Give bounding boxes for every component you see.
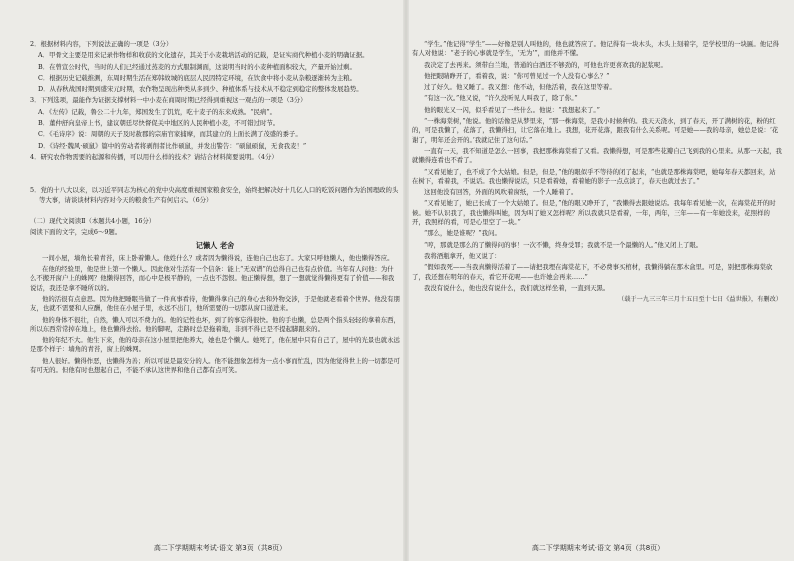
- answer-space: [30, 164, 400, 186]
- article-source: （载于一九三三年三月十五日至十七日《益世报》，有删改）: [618, 296, 782, 304]
- article-paragraph: 在他的经验里，他是世上第一个懒人。因此他对生活有一个信条：能上“无双谱”的总得自己也有点价值。当年有人问他：为什么不搬开窗户上的蛛网？他懒得回答，而心中是极平静的，一点也不怨恨。他正懒得想，想了一想就觉得懒得更有了价值——和我说话，我还是拿不睡所以的。: [30, 265, 395, 292]
- article-paragraph: 我决定了去再来。须带白兰地，普通的白酒还不够劲的，可他也许更喜欢我的泥浆呢。: [424, 60, 667, 69]
- article-paragraph: 他的年纪不大。他生下来，他的母亲在这小屋里把他养大，她也是个懒人。她死了，他在屋中只有自己了，屋中的光景也就永远是那个样子：墙角的青苔，窗上的蛛网。: [30, 336, 400, 354]
- question-2-option-b: B．在曾宣公时代，当时的人们已经通过蒸麦的方式服制渊面，这说明当时的小麦种植面积较大，产量开始过剩。: [38, 62, 356, 71]
- article-paragraph: 一直有一天，我不知道是怎么一回事，我把那株海棠看了又看。我懒得想，可是那些花瓣自己飞到我的心里来。从那一天起，我就懒得连看也不看了。: [412, 146, 782, 165]
- article-paragraph: “学生。”他记得“学生”——好像是别人叫他的，他也就答应了。他记得有一块木头，木头上刻着字，是学校里的一块匾。他记得有人对他说：“老子的心事就是学生，‘无为’”，而他并不懂。: [412, 40, 779, 58]
- article-paragraph: “一株海棠树，”他说。他的话像是从梦里来，“那一株海棠，是我小时候种的。我天天浇水，到了春天，开了满树的花，粉的红的，可是我懒了，花落了，我懒得扫，让它落在地上。我想，花开花落，跟我有什么关系呢。可是她——我的母亲，她总是说：‘花谢了，明年还会开的。’我就记住了这句话。”: [412, 117, 779, 144]
- article-paragraph: 我没有说什么，他也没有说什么，我们就这样坐着，一直到天黑。: [424, 283, 610, 292]
- question-2-stem: 2．根据材料内容，下列说法正确的一项是（3分）: [30, 40, 173, 48]
- question-3-option-d: D．《诗经·魏风·硕鼠》篇中的劳动者将剥削者比作硕鼠，并发出警告：“硕鼠硕鼠，无食我麦！”: [38, 141, 307, 150]
- page-fold: [403, 0, 409, 561]
- article-paragraph: “有这一次。”他又说，“许久没听见人叫我了，除了你。”: [424, 94, 578, 103]
- article-paragraph: “又看见她了，她已长成了一个大姑娘了。但是，”他的眼又睁开了，“我懒得去跟她说话。我每年看见她一次，在海棠花开的时候。她不认识我了，我也懒得叫她，因为叫了她又怎样呢？所以我就只是看着，一年，两年，三年——有一年她没来，花照样的开，我照样的看，可是心里空了一块。”: [412, 199, 776, 227]
- article-paragraph: 这回他没有回答，外面的风吹着窗纸，一个人睡着了。: [424, 188, 578, 197]
- article-paragraph: “假如我死——当我真懒得活着了——请把我埋在海棠花下，不必费事买棺材，我懒得躺在那木盒里。可是，别把那株海棠砍了，我还想在明年的春天，看它开花呢——也许她会再来……”: [412, 263, 773, 281]
- article-paragraph: 他的活很有点意思。因为他把睡眠当做了一件真事看待，他懒得拿自己的身心去和外物交涉，于是他就老看着个世界。他没有朋友，也就不需要和人应酬，他住在小屋子里，永远不出门，他所需要的一切都从窗口递进来。: [30, 294, 400, 313]
- page-footer-4: 高二下学期期末考试·语文 第4页（共8页）: [531, 544, 665, 552]
- page-footer-3: 高二下学期期末考试·语文 第3页（共8页）: [153, 544, 287, 552]
- article-paragraph: 一间小屋，墙角长着青苔，床上卧着懒人。他姓什么？或者因为懒得说，连他自己也忘了。大家只呼他懒人，他也懒得答应。: [42, 253, 394, 262]
- article-paragraph: 他的眼光又一闪，似乎看见了一些什么。他说：“我想起来了。”: [424, 105, 600, 114]
- question-2-option-d: D．从春秋战国时期到盛宋元时期，农作物呈现出种类从多到少、种植体系与技术从不稳定到稳定的整体发展趋势。: [38, 85, 363, 94]
- article-paragraph: 过了好久。他又睡了。我又想：他不动，但他活着，我在这里等着。: [424, 83, 616, 92]
- question-3-option-c: C．《毛诗序》说：周朝的天子及时赦郡的宗庙官家捕摩，而其建立的上面长满了茂盛的黍子。: [38, 130, 302, 139]
- answer-space: [30, 207, 400, 217]
- article-paragraph: 他人很好。懒得作恶，也懒得为善；所以可说是最安分的人。他不能想象怎样为一点小事而忙乱，因为他觉得世上的一切都是可有可无的。但他有时也想起自己，不能不承认这世界和他自己都有点可笑。: [30, 356, 400, 375]
- question-3-option-b: B．董仲舒向皇帝上书，建议朝廷尽快督促关中地区的人民种植小麦，不可错过时节。: [38, 119, 280, 128]
- page-4: [412, 40, 782, 540]
- page-3: [30, 40, 400, 540]
- question-5: 5．党的十八大以来，以习近平同志为核心的党中央高度重视国家粮食安全，始终把解决好十几亿人口的吃饭问题作为治国理政的头等大事，请谈谈材料内容对今天的粮食生产有何启示。（6分）: [30, 186, 399, 204]
- question-3-stem: 3．下列选项，最能作为证据支撑材料一中小麦在商周时期已经得到重视这一观点的一项是（3分）: [30, 96, 307, 105]
- article-paragraph: “哼，那就是那么的了懒得问的事！一次不懒，终身受罪；我就不是一个最懒的人。”他又闭上了眼。: [424, 240, 703, 249]
- article-title: 记懒人 老舍: [195, 241, 235, 251]
- question-2-option-c: C．根据历史记载推测，东周时期生活在郑韩故城的底层人民因特定环境，在饮食中将小麦从杂粮逐渐转为主粮。: [38, 73, 357, 82]
- article-paragraph: 他把眼睛睁开了，看着我，说：“你可曾见过一个人没有心事么？”: [424, 71, 610, 80]
- question-3-option-a: A．《左传》记载，鲁公二十九年，郑国发生了饥荒，吃十麦子的东来成熟。“民病”。: [38, 107, 277, 116]
- article-paragraph: 他的身体不很壮，自然，懒人可以不费力的。他的记性也坏，到了的事忘得很快。他的手也懒，总是两个指头轻轻的拿着东西，所以东西常常掉在地上，他也懒得去拾。他的脚呢，走路时总是拖着地，非到不得已是不提起脚跟来的。: [30, 315, 400, 333]
- question-4: 4．研究农作物需要的起源和传播，可以用什么样的技术？请结合材料简要说明。（4分）: [30, 152, 278, 161]
- article-paragraph: 我将酒瓶拿开，他又说了：: [424, 251, 501, 260]
- article-paragraph: “那么，她是谁呢？”我问。: [424, 229, 501, 238]
- reading-instruction: 阅读下面的文字，完成6～9题。: [30, 228, 122, 237]
- section-heading: （二）现代文阅读Ⅱ（本题共4小题，16分）: [30, 216, 156, 225]
- article-paragraph: “又看见她了，也不成了个大姑娘。但是，但是，”他的眼似乎不等待的闭了起来，“也就是那株海棠吧，她每年春天都回来，站在树下，看着我，不说话。我也懒得说话，只是看着她，看着她的影子一点点淡了，春天也就过去了。”: [412, 167, 776, 185]
- question-2-option-a: A．甲骨文主要是用来记录作物样和收获的文化遗存，其关于小麦栽培活动的记载，是证实商代种植小麦的明确证据。: [38, 51, 369, 60]
